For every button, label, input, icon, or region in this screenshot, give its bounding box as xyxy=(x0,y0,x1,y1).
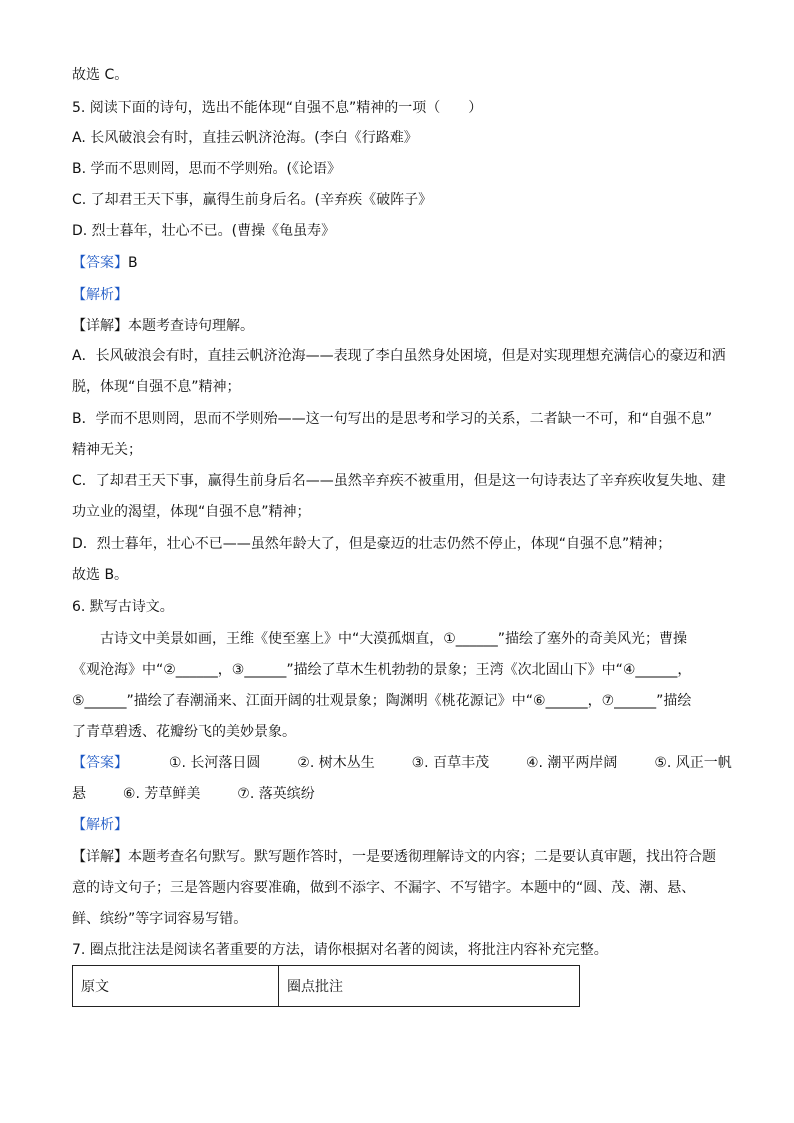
annotation-table xyxy=(72,965,580,1007)
option-c: C. 了却君王天下事，赢得生前身后名。(辛弃疾《破阵子》 xyxy=(72,192,433,208)
answer-item: ⑤. 风正一帆 xyxy=(654,755,732,771)
passage-line: 了青草碧透、花瓣纷飞的美妙景象。 xyxy=(72,724,296,740)
answer-tag: 【答案】 xyxy=(72,755,128,771)
answer-tag: 【答案】 xyxy=(72,255,128,271)
option-d: D. 烈士暮年，壮心不已。(曹操《龟虽寿》 xyxy=(72,223,336,239)
detail-line: 意的诗文句子；三是答题内容要准确，做到不添字、不漏字、不写错字。本题中的“圆、茂、潮、悬、 xyxy=(72,880,696,896)
passage-line: 《观沧海》中“②______，③______”描绘了草木生机勃勃的景象；王湾《次北固山下》中“④______， xyxy=(72,662,692,678)
question-7-stem: 7. 圈点批注法是阅读名著重要的方法，请你根据对名著的阅读，将批注内容补充完整。 xyxy=(72,942,608,958)
answer-item: 悬 xyxy=(72,786,86,802)
explanation-line: 功立业的渴望，体现“自强不息”精神； xyxy=(72,504,311,520)
text-line: 故选 C。 xyxy=(72,67,129,83)
detail-intro: 【详解】本题考查诗句理解。 xyxy=(72,318,254,334)
answer-item: ①. 长河落日圆 xyxy=(168,755,261,771)
answer-item: ②. 树木丛生 xyxy=(297,755,375,771)
answer-item: ⑥. 芳草鲜美 xyxy=(122,786,201,802)
explanation-line: C．了却君王天下事，赢得生前身后名——虽然辛弃疾不被重用，但是这一句诗表达了辛弃疾收复失地、建 xyxy=(72,473,726,489)
table-header-annotation: 圈点批注 xyxy=(287,979,343,995)
option-b: B. 学而不思则罔，思而不学则殆。(《论语》 xyxy=(72,161,341,177)
answer-line xyxy=(72,253,138,273)
explanation-line: B．学而不思则罔，思而不学则殆——这一句写出的是思考和学习的关系，二者缺一不可，和“自强不息” xyxy=(72,411,713,427)
text-line: 故选 B。 xyxy=(72,567,129,583)
table-header-original: 原文 xyxy=(73,966,279,1006)
passage-line: ⑤______”描绘了春潮涌来、江面开阔的壮观景象；陶渊明《桃花源记》中“⑥______，⑦______”描绘 xyxy=(72,693,692,709)
explanation-line: 精神无关； xyxy=(72,442,142,458)
analysis-tag: 【解析】 xyxy=(72,287,128,303)
passage-line: 古诗文中美景如画，王维《使至塞上》中“大漠孤烟直，①______”描绘了塞外的奇美风光；曹操 xyxy=(72,631,688,647)
question-6-stem: 6. 默写古诗文。 xyxy=(72,599,174,615)
detail-line: 鲜、缤纷”等字词容易写错。 xyxy=(72,911,248,927)
answer-item: ④. 潮平两岸阔 xyxy=(525,755,618,771)
explanation-line: D．烈士暮年，壮心不已——虽然年龄大了，但是豪迈的壮志仍然不停止，体现“自强不息”精神； xyxy=(72,536,672,552)
answer-6-line-2 xyxy=(72,784,315,804)
answer-item: ⑦. 落英缤纷 xyxy=(237,786,315,802)
question-5-stem: 5. 阅读下面的诗句，选出不能体现“自强不息”精神的一项（ ） xyxy=(72,100,483,116)
option-a: A. 长风破浪会有时，直挂云帆济沧海。(李白《行路难》 xyxy=(72,130,418,146)
explanation-line: A．长风破浪会有时，直挂云帆济沧海——表现了李白虽然身处困境，但是对实现理想充满信心的豪迈和洒 xyxy=(72,348,726,364)
analysis-tag: 【解析】 xyxy=(72,817,128,833)
detail-line: 【详解】本题考查名句默写。默写题作答时，一是要透彻理解诗文的内容；二是要认真审题，找出符合题 xyxy=(72,849,716,865)
answer-6-line xyxy=(72,753,732,773)
answer-value: B xyxy=(128,255,138,271)
answer-item: ③. 百草丰茂 xyxy=(411,755,490,771)
explanation-line: 脱，体现“自强不息”精神； xyxy=(72,379,241,395)
